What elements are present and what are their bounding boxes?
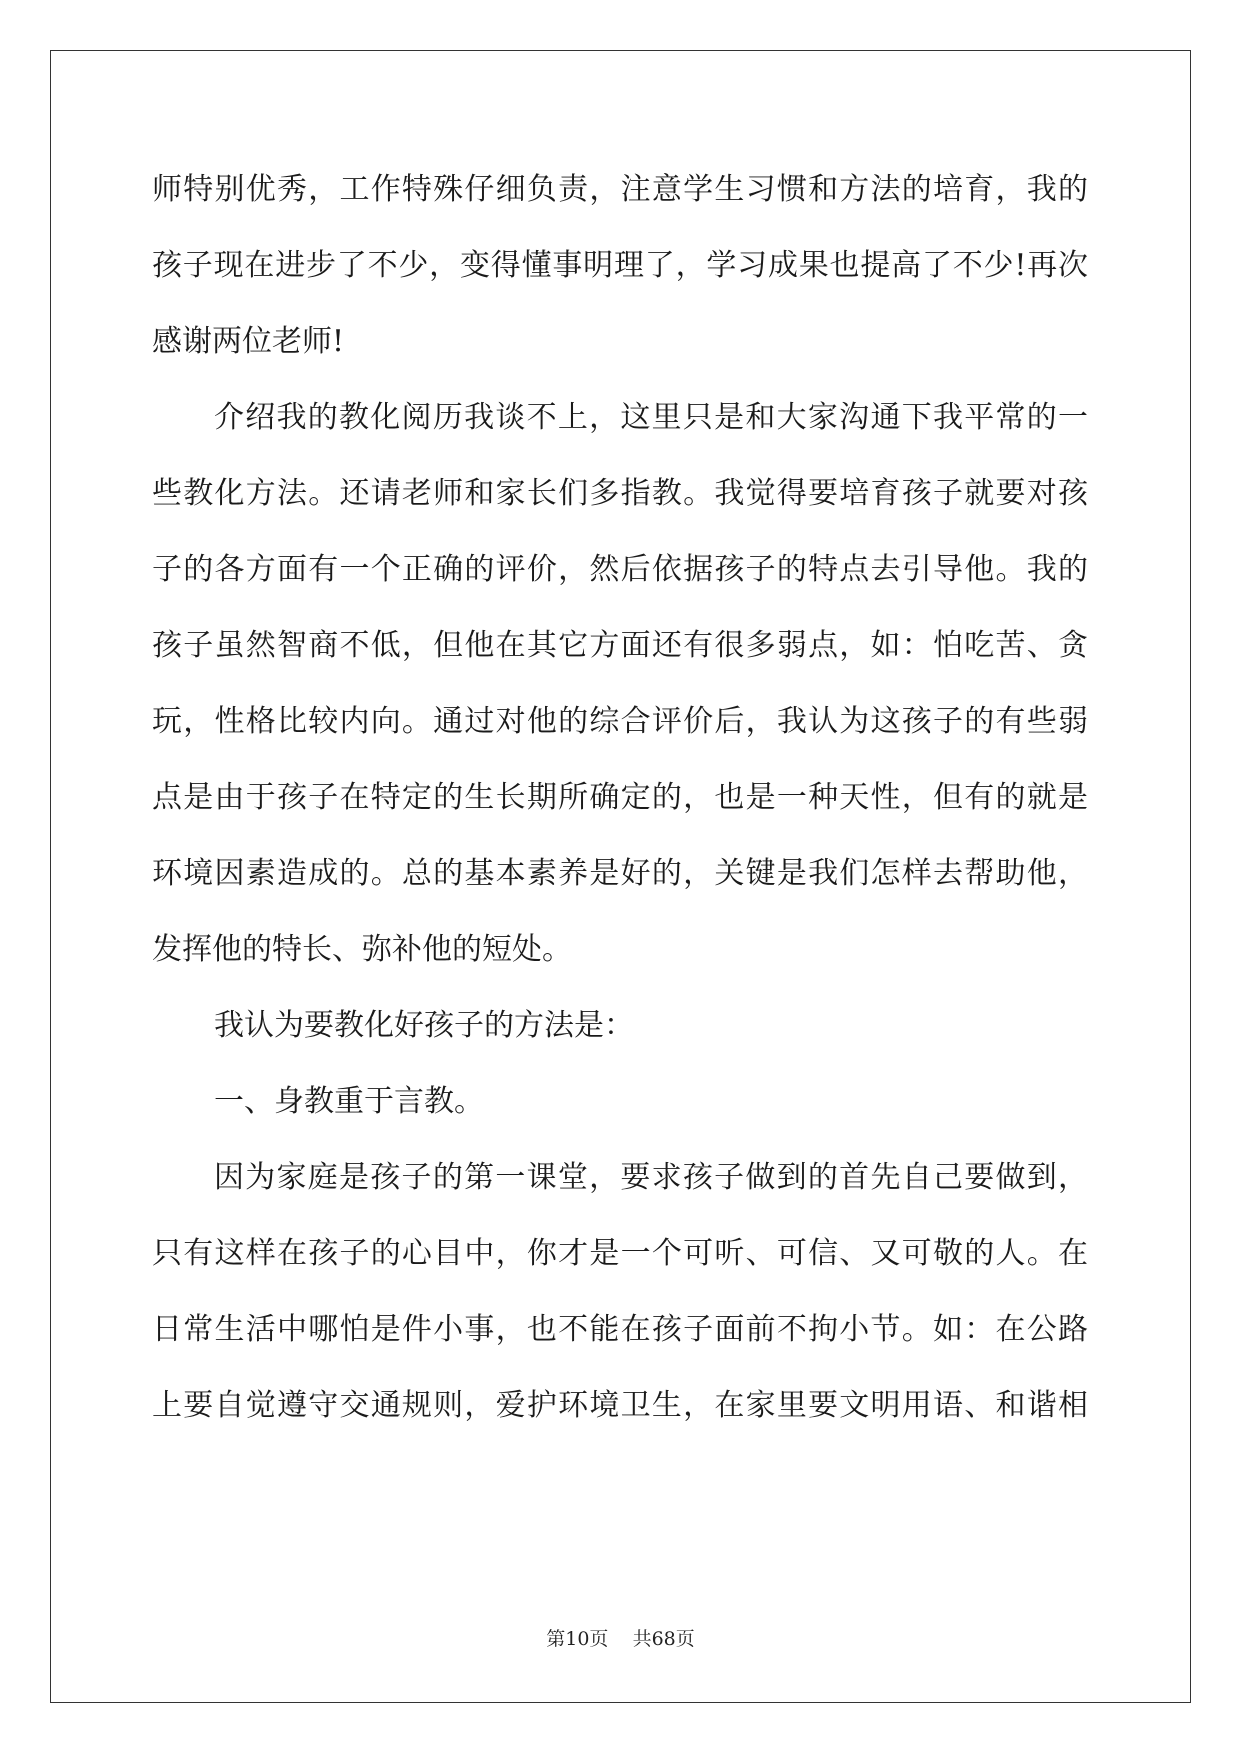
text-line: 上要自觉遵守交通规则，爱护环境卫生，在家里要文明用语、和谐相 [152,1388,1088,1423]
text-line: 孩子虽然智商不低，但他在其它方面还有很多弱点，如：怕吃苦、贪 [152,628,1088,663]
text-line: 日常生活中哪怕是件小事，也不能在孩子面前不拘小节。如：在公路 [152,1312,1088,1347]
paragraph-start-line: 因为家庭是孩子的第一课堂，要求孩子做到的首先自己要做到， [214,1160,1088,1195]
text-line: 些教化方法。还请老师和家长们多指教。我觉得要培育孩子就要对孩 [152,476,1088,511]
text-line: 点是由于孩子在特定的生长期所确定的，也是一种天性，但有的就是 [152,780,1088,815]
text-line: 只有这样在孩子的心目中，你才是一个可听、可信、又可敬的人。在 [152,1236,1088,1271]
text-line: 环境因素造成的。总的基本素养是好的，关键是我们怎样去帮助他， [152,856,1088,891]
text-line: 玩，性格比较内向。通过对他的综合评价后，我认为这孩子的有些弱 [152,704,1088,739]
page-number-footer: 第10页 共68页 [546,1628,695,1650]
paragraph-start-line: 我认为要教化好孩子的方法是： [214,1008,634,1043]
text-line: 师特别优秀，工作特殊仔细负责，注意学生习惯和方法的培育，我的 [152,172,1088,207]
text-line: 孩子现在进步了不少，变得懂事明理了，学习成果也提高了不少!再次 [152,248,1088,283]
text-line: 发挥他的特长、弥补他的短处。 [152,932,572,967]
paragraph-start-line: 介绍我的教化阅历我谈不上，这里只是和大家沟通下我平常的一 [214,400,1088,435]
text-line: 子的各方面有一个正确的评价，然后依据孩子的特点去引导他。我的 [152,552,1088,587]
section-heading: 一、身教重于言教。 [214,1084,484,1119]
text-line: 感谢两位老师! [152,324,345,359]
